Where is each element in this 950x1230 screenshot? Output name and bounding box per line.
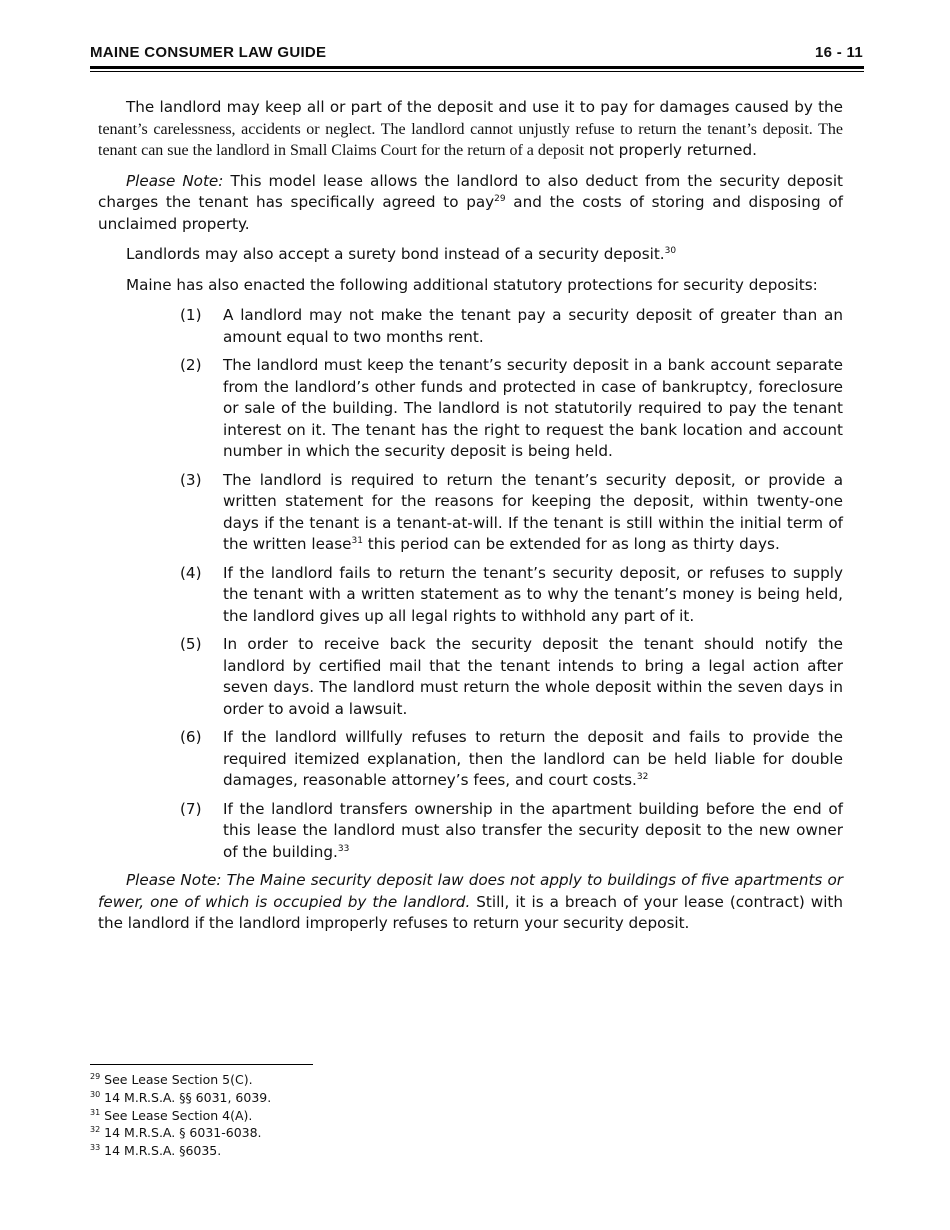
list-item: (3) The landlord is required to return the tenant’s security deposit, or provide a written statement for the reasons for keeping the deposit, within twenty-one days if the tenant is a tenant-at-will. If the tenant is still within the initial term of the written lease$^{31}$ this period can be extended for as long as thirty days.	[180, 470, 843, 553]
footnote-30: $^{30}$ 14 M.R.S.A. §§ 6031, 6039.	[90, 1089, 272, 1105]
paragraph-3: Landlords may also accept a surety bond instead of a security deposit.$^{30}$	[126, 245, 677, 263]
paragraph-2: Please Note: This model lease allows the landlord to also deduct from the security deposit charges the tenant has specifically agreed to pay$^{29}$ and the costs of storing and disposing of unclaimed property.	[98, 171, 844, 233]
closing-note: Please Note: The Maine security deposit law does not apply to buildings of five apartments or fewer, one of which is occupied by the landlord.	[98, 871, 843, 911]
footnote-ref-33: 33	[337, 843, 350, 854]
footnote-separator	[90, 1064, 313, 1065]
list-item: (1) A landlord may not make the tenant pay a security deposit of greater than an amount equal to two months rent.	[180, 306, 843, 346]
footnote-ref-30: 30	[664, 245, 677, 256]
closing-paragraph: Please Note: The Maine security deposit law does not apply to buildings of five apartments or fewer, one of which is occupied by the landlord. Still, it is a breach of your lease (contract) with the landlord if the landlord improperly refuses to return your security deposit.	[98, 871, 844, 932]
paragraph-4: Maine has also enacted the following additional statutory protections for security deposits:	[126, 275, 818, 294]
protections-list	[98, 305, 843, 863]
footnote-32: $^{32}$ 14 M.R.S.A. § 6031-6038.	[90, 1125, 262, 1141]
running-header	[90, 44, 863, 61]
list-item: (2) The landlord must keep the tenant’s security deposit in a bank account separate from the landlord’s other funds and protected in case of bankruptcy, foreclosure or sale of the building. The landlord is not statutorily required to pay the tenant interest on it. The tenant has the right to request the bank location and account number in which the security deposit is being held.	[180, 356, 843, 460]
header-rule-thick	[90, 66, 864, 69]
footnote-33: $^{33}$ 14 M.R.S.A. §6035.	[90, 1143, 222, 1159]
footnote-29: $^{29}$ See Lease Section 5(C).	[90, 1071, 253, 1087]
body-text	[98, 97, 843, 944]
footnote-ref-32: 32	[636, 771, 649, 782]
list-item: (7) If the landlord transfers ownership in the apartment building before the end of this lease the landlord must also transfer the security deposit to the new owner of the building.$^{33}$	[180, 799, 843, 861]
paragraph-1: The landlord may keep all or part of the deposit and use it to pay for damages caused by the tenant’s carelessness, accidents or neglect. The landlord cannot unjustly refuse to return the tenant’s deposit. The tenant can sue the landlord in Small Claims Court for the return of a deposit not properly returned.	[98, 98, 843, 159]
footnote-31: $^{31}$ See Lease Section 4(A).	[90, 1107, 253, 1123]
header-rule-thin	[90, 71, 864, 72]
list-item: (4) If the landlord fails to return the tenant’s security deposit, or refuses to supply the tenant with a written statement as to why the tenant’s money is being held, the landlord gives up all legal rights to withhold any part of it.	[180, 563, 843, 625]
please-note-label: Please Note:	[126, 171, 224, 190]
footnote-ref-31: 31	[351, 535, 363, 546]
list-item: (5) In order to receive back the security deposit the tenant should notify the landlord by certified mail that the tenant intends to bring a legal action after seven days. The landlord must return the whole deposit within the seven days in order to avoid a lawsuit.	[180, 635, 843, 718]
page-number: 16 - 11	[815, 44, 863, 61]
footnote-ref-29: 29	[494, 193, 506, 204]
header-title: MAINE CONSUMER LAW GUIDE	[90, 44, 327, 61]
footnotes	[90, 1071, 590, 1160]
list-item: (6) If the landlord willfully refuses to return the deposit and fails to provide the required itemized explanation, then the landlord can be held liable for double damages, reasonable attorney’s fees, and court costs.$^{32}$	[180, 728, 843, 789]
